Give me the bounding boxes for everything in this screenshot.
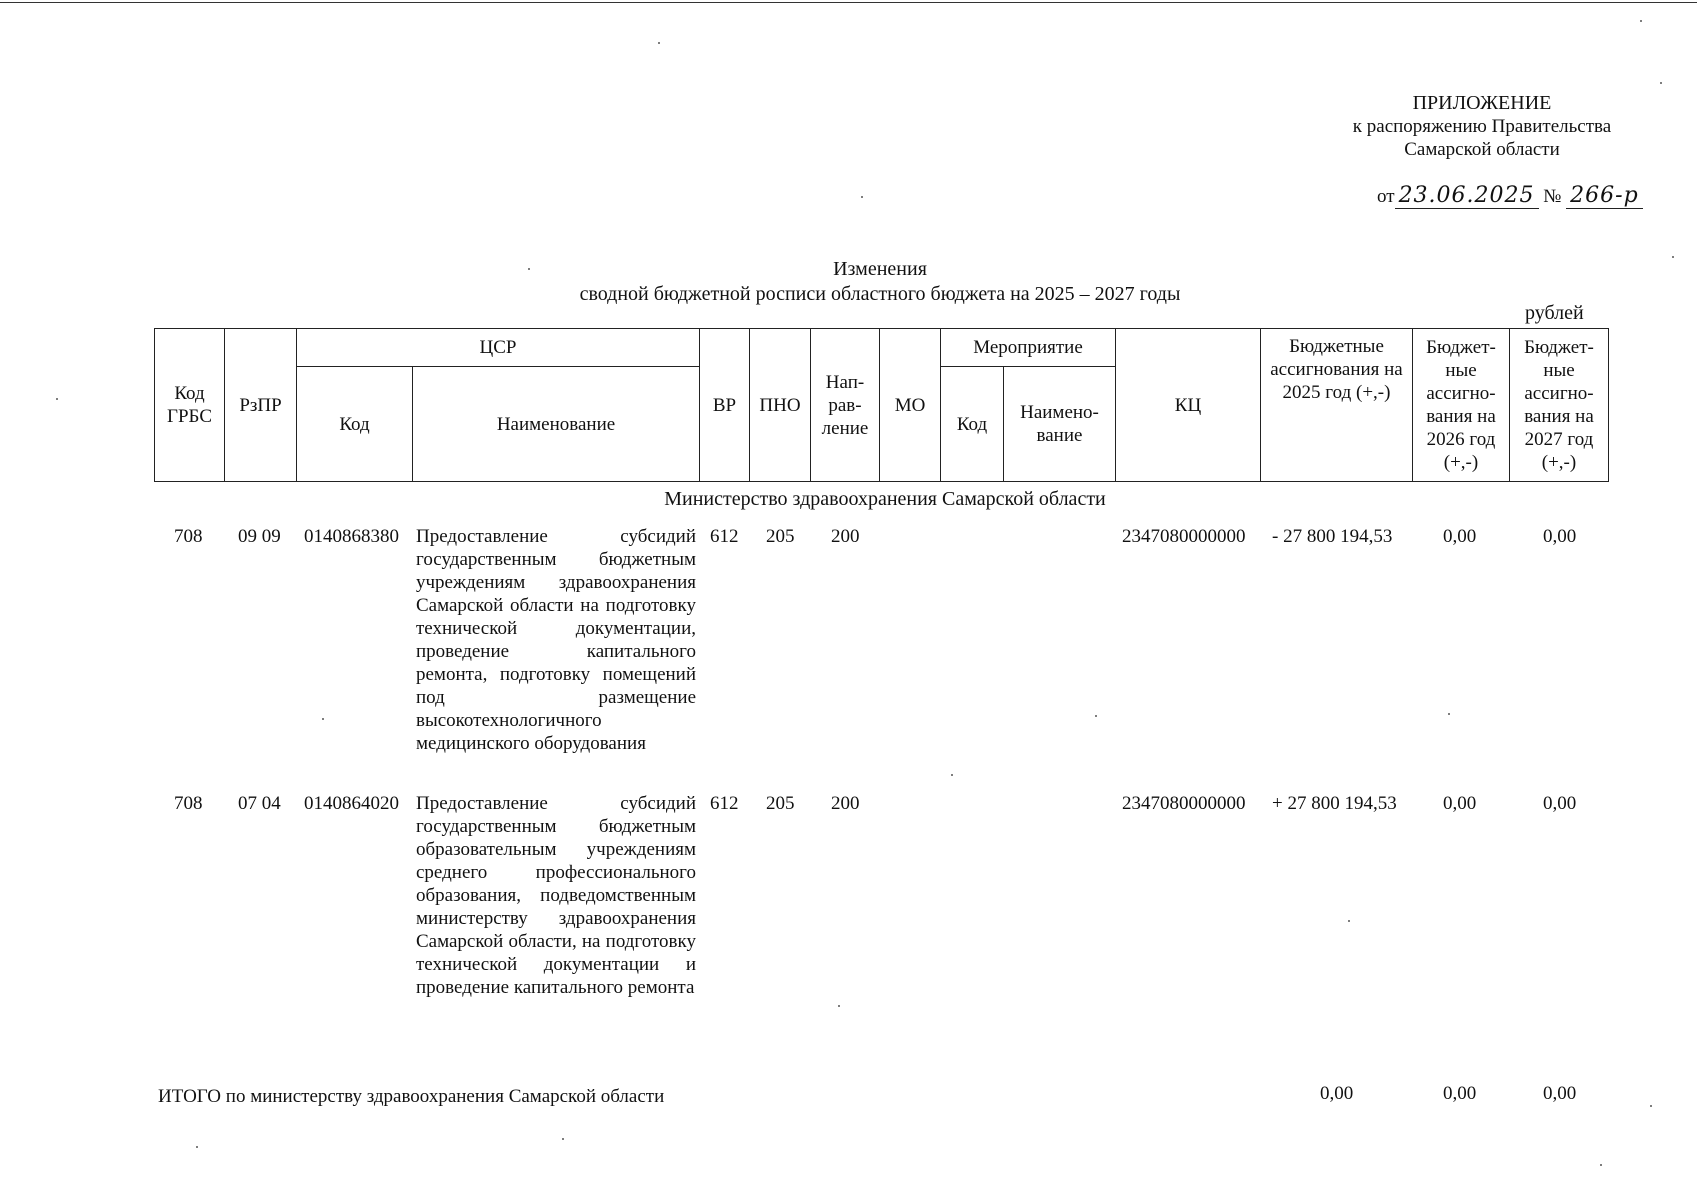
row-csr-code: 0140864020 [304, 793, 399, 814]
scan-speck [196, 1146, 198, 1148]
header-csr: ЦСР [297, 329, 700, 367]
row-rzpr: 09 09 [238, 526, 281, 547]
appendix-line-1: к распоряжению Правительства [1352, 116, 1612, 137]
document-date: 23.06.2025 [1395, 183, 1539, 209]
row-y2027: 0,00 [1543, 793, 1577, 814]
page-top-edge [0, 2, 1697, 3]
header-y2026: Бюджет-ные ассигно-вания на 2026 год (+,-) [1413, 329, 1510, 482]
title-line-1: Изменения [833, 258, 927, 280]
scan-speck [1600, 1164, 1602, 1166]
header-event: Мероприятие [941, 329, 1116, 367]
row-y2026: 0,00 [1443, 793, 1477, 814]
total-y2025: 0,00 [1320, 1083, 1354, 1104]
scan-speck [838, 1005, 840, 1007]
row-y2027: 0,00 [1543, 526, 1577, 547]
total-y2026: 0,00 [1443, 1083, 1477, 1104]
row-y2025: - 27 800 194,53 [1272, 526, 1393, 547]
header-event-name: Наимено-вание [1004, 367, 1116, 482]
row-kc: 2347080000000 [1122, 793, 1246, 814]
header-pno: ПНО [750, 329, 811, 482]
units-label: рублей [1525, 302, 1584, 324]
table-header [154, 328, 1609, 482]
row-name: Предоставление субсидий государственным бюджетным образовательным учреждениям среднего профессионального образования, подведомственным министерству здравоохранения Самарской области, на подготовку технической документации и проведение капитального ремонта [416, 793, 696, 998]
appendix-block [1337, 92, 1627, 161]
row-vr: 612 [710, 526, 739, 547]
row-pno: 205 [766, 793, 795, 814]
header-vr: ВР [700, 329, 750, 482]
document-title [520, 257, 1240, 307]
row-vr: 612 [710, 793, 739, 814]
scan-speck [951, 774, 953, 776]
row-y2026: 0,00 [1443, 526, 1477, 547]
header-y2027: Бюджет-ные ассигно-вания на 2027 год (+,-) [1510, 329, 1609, 482]
scan-speck [56, 398, 58, 400]
header-y2025: Бюджетные ассигнования на 2025 год (+,-) [1261, 329, 1413, 482]
header-csr-name: Наименование [413, 367, 700, 482]
row-csr-code: 0140868380 [304, 526, 399, 547]
appendix-line-2: Самарской области [1404, 139, 1560, 160]
scan-speck [1650, 1105, 1652, 1107]
scan-speck [1448, 713, 1450, 715]
row-direction: 200 [831, 793, 860, 814]
scan-speck [1095, 715, 1097, 717]
number-prefix: № [1543, 186, 1562, 207]
row-y2025: + 27 800 194,53 [1272, 793, 1397, 814]
appendix-heading: ПРИЛОЖЕНИЕ [1412, 92, 1552, 114]
ministry-heading: Министерство здравоохранения Самарской области [664, 488, 1106, 510]
row-rzpr: 07 04 [238, 793, 281, 814]
scan-speck [1672, 256, 1674, 258]
scan-speck [562, 1138, 564, 1140]
scan-speck [1640, 20, 1642, 22]
document-number: 266-р [1566, 183, 1643, 209]
row-grbs: 708 [174, 526, 203, 547]
total-label: ИТОГО по министерству здравоохранения Самарской области [158, 1086, 665, 1107]
header-kc: КЦ [1116, 329, 1261, 482]
scan-speck [1348, 920, 1350, 922]
header-grbs: Код ГРБС [155, 329, 225, 482]
row-kc: 2347080000000 [1122, 526, 1246, 547]
header-rzpr: РзПР [225, 329, 297, 482]
scan-speck [322, 718, 324, 720]
row-name: Предоставление субсидий государственным бюджетным учреждениям здравоохранения Самарской области на подготовку технической документации, проведение капитального ремонта, подготовку помещений под размещение высокотехнологичного медицинского оборудования [416, 526, 696, 754]
scan-speck [658, 42, 660, 44]
row-direction: 200 [831, 526, 860, 547]
scan-speck [1660, 82, 1662, 84]
row-pno: 205 [766, 526, 795, 547]
header-direction: Нап-рав-ление [811, 329, 880, 482]
total-y2027: 0,00 [1543, 1083, 1577, 1104]
scan-speck [528, 268, 530, 270]
header-csr-code: Код [297, 367, 413, 482]
title-line-2: сводной бюджетной росписи областного бюджета на 2025 – 2027 годы [579, 283, 1181, 305]
document-date-number [1377, 183, 1643, 208]
row-grbs: 708 [174, 793, 203, 814]
scan-speck [861, 196, 863, 198]
date-prefix: от [1377, 186, 1395, 207]
header-event-code: Код [941, 367, 1004, 482]
header-mo: МО [880, 329, 941, 482]
